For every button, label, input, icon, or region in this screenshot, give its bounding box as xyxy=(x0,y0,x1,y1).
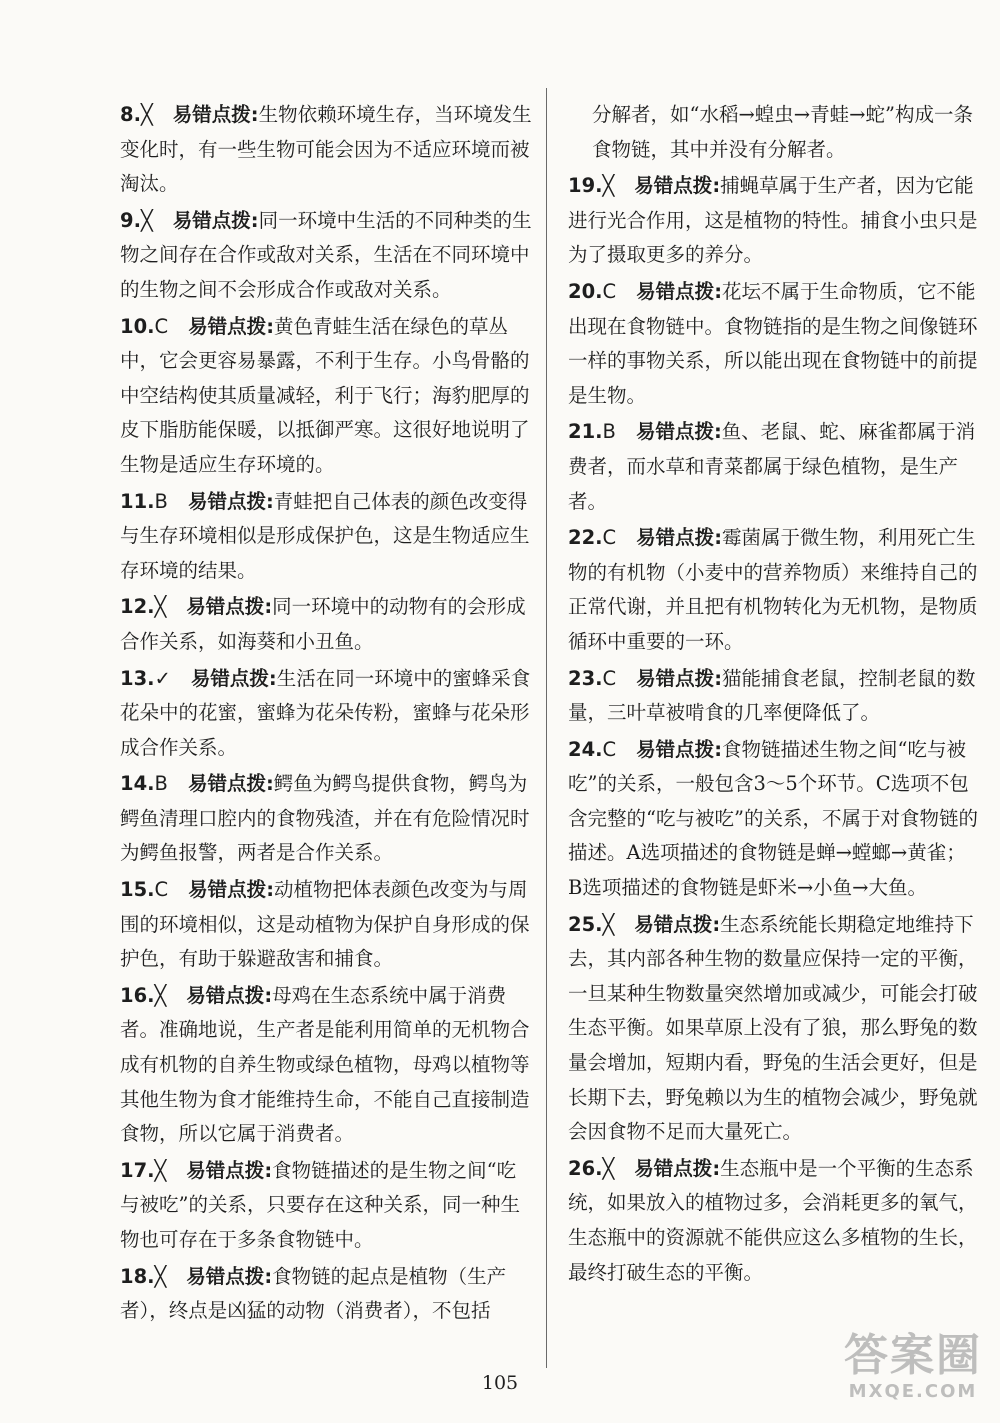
tip-label: 易错点拨 xyxy=(186,983,265,1007)
tip-label: 易错点拨 xyxy=(634,174,713,198)
answer-item xyxy=(568,1152,980,1290)
tip-colon: : xyxy=(264,1158,273,1182)
answer-mark: ╳ xyxy=(602,174,615,198)
answer-item xyxy=(120,873,532,977)
answer-item xyxy=(120,979,532,1152)
answer-item xyxy=(568,275,980,413)
tip-label: 易错点拨 xyxy=(190,666,269,690)
explanation-text: 黄色青蛙生活在绿色的草丛中，它会更容易暴露，不利于生存。小鸟骨骼的中空结构使其质量减轻，利于飞行；海豹肥厚的皮下脂肪能保暖，以抵御严寒。这很好地说明了生物是适应生存环境的。 xyxy=(120,314,530,476)
answer-item xyxy=(120,1260,532,1329)
answer-item xyxy=(120,1154,532,1258)
answer-item xyxy=(568,733,980,906)
tip-colon: : xyxy=(266,314,274,338)
tip-colon: : xyxy=(714,666,722,690)
right-column xyxy=(568,98,980,1292)
column-divider xyxy=(546,88,547,1368)
tip-colon: : xyxy=(712,912,721,936)
explanation-text: 花坛不属于生命物质，它不能出现在食物链中。食物链指的是生物之间像链环一样的事物关系，所以能出现在食物链中的前提是生物。 xyxy=(568,279,978,407)
answer-item xyxy=(568,415,980,519)
question-number: 8. xyxy=(120,103,141,126)
tip-label: 易错点拨 xyxy=(172,103,251,126)
question-number: 20. xyxy=(568,279,603,303)
answer-mark: B xyxy=(154,489,168,513)
explanation-text: 生态瓶中是一个平衡的生态系统，如果放入的植物过多，会消耗更多的氧气，生态瓶中的资源就不能供应这么多植物的生长，最终打破生态的平衡。 xyxy=(568,1156,978,1284)
tip-label: 易错点拨 xyxy=(635,420,714,444)
tip-label: 易错点拨 xyxy=(187,489,266,513)
answer-item xyxy=(120,204,532,308)
answer-mark: B xyxy=(602,420,616,444)
question-number: 11. xyxy=(120,489,155,513)
answer-item xyxy=(568,521,980,659)
question-number: 19. xyxy=(568,174,603,198)
explanation-text: 生活在同一环境中的蜜蜂采食花朵中的花蜜，蜜蜂为花朵传粉，蜜蜂与花朵形成合作关系。 xyxy=(120,666,531,759)
tip-colon: : xyxy=(264,595,273,619)
tip-colon: : xyxy=(712,1156,721,1180)
question-number: 12. xyxy=(120,595,155,619)
tip-label: 易错点拨 xyxy=(636,279,715,303)
answer-mark: ✓ xyxy=(154,666,171,690)
answer-mark: C xyxy=(602,279,617,303)
question-number: 23. xyxy=(568,666,603,690)
explanation-text: 食物链描述的是生物之间“吃与被吃”的关系，只要存在这种关系，同一种生物也可存在于多条食物链中。 xyxy=(120,1158,520,1251)
watermark-url: MXQE.COM xyxy=(848,1381,978,1402)
answer-mark: C xyxy=(602,737,617,761)
tip-colon: : xyxy=(250,208,259,232)
question-number: 9. xyxy=(120,208,141,232)
left-column xyxy=(120,98,532,1331)
tip-label: 易错点拨 xyxy=(634,912,713,936)
question-number: 18. xyxy=(120,1264,155,1288)
watermark-title: 答案圈 xyxy=(844,1330,982,1381)
question-number: 17. xyxy=(120,1158,155,1182)
answer-mark: ╳ xyxy=(140,208,153,232)
answer-item xyxy=(568,662,980,731)
question-number: 14. xyxy=(120,772,155,796)
tip-colon: : xyxy=(712,174,721,198)
tip-colon: : xyxy=(714,526,722,550)
explanation-text: 生态系统能长期稳定地维持下去，其内部各种生物的数量应保持一定的平衡，一旦某种生物数量突然增加或减少，可能会打破生态平衡。如果草原上没有了狼，那么野兔的数量会增加，短期内看，野兔的生活会更好，但是长期下去，野兔赖以为生的植物会减少，野兔就会因食物不足而大量死亡。 xyxy=(568,912,978,1144)
answer-mark: ╳ xyxy=(154,1264,167,1288)
tip-colon: : xyxy=(713,420,722,444)
tip-label: 易错点拨 xyxy=(634,1156,713,1180)
tip-label: 易错点拨 xyxy=(172,208,251,232)
explanation-text: 分解者，如“水稻→蝗虫→青蛙→蛇”构成一条食物链，其中并没有分解者。 xyxy=(592,103,973,161)
tip-label: 易错点拨 xyxy=(186,1264,265,1288)
explanation-text: 青蛙把自己体表的颜色改变得与生存环境相似是形成保护色，这是生物适应生存环境的结果。 xyxy=(120,489,530,582)
explanation-text: 捕蝇草属于生产者，因为它能进行光合作用，这是植物的特性。捕食小虫只是为了摄取更多的养分。 xyxy=(568,174,978,267)
tip-colon: : xyxy=(265,489,274,513)
explanation-text: 猫能捕食老鼠，控制老鼠的数量，三叶草被啃食的几率便降低了。 xyxy=(568,666,976,725)
answer-mark: ╳ xyxy=(602,1156,615,1180)
answer-mark: C xyxy=(602,666,617,690)
answer-item xyxy=(120,310,532,483)
question-number: 22. xyxy=(568,526,603,550)
answer-item xyxy=(120,98,532,202)
tip-label: 易错点拨 xyxy=(187,772,266,796)
tip-colon: : xyxy=(268,666,277,690)
explanation-text: 食物链描述生物之间“吃与被吃”的关系，一般包含3～5个环节。C选项不包含完整的“吃与被吃”的关系，不属于对食物链的描述。A选项描述的食物链是蝉→螳螂→黄雀；B选项描述的食物链是虾米→小鱼→大鱼。 xyxy=(568,737,978,900)
explanation-text: 霉菌属于微生物，利用死亡生物的有机物（小麦中的营养物质）来维持自己的正常代谢，并且把有机物转化为无机物，是物质循环中重要的一环。 xyxy=(568,526,978,653)
tip-label: 易错点拨 xyxy=(186,595,265,619)
explanation-text: 生物依赖环境生存，当环境发生变化时，有一些生物可能会因为不适应环境而被淘汰。 xyxy=(120,103,532,196)
answer-mark: ╳ xyxy=(154,983,167,1007)
tip-colon: : xyxy=(264,1264,273,1288)
answer-item xyxy=(120,590,532,659)
question-number: 26. xyxy=(568,1156,603,1180)
explanation-text: 食物链的起点是植物（生产者），终点是凶猛的动物（消费者），不包括 xyxy=(120,1264,507,1323)
tip-colon: : xyxy=(266,878,274,902)
answer-mark: ╳ xyxy=(602,912,615,936)
tip-colon: : xyxy=(264,983,273,1007)
tip-label: 易错点拨 xyxy=(636,666,715,690)
answer-item xyxy=(568,169,980,273)
question-number: 10. xyxy=(120,314,155,338)
page-number: 105 xyxy=(481,1372,519,1394)
explanation-text: 动植物把体表颜色改变为与周围的环境相似，这是动植物为保护自身形成的保护色，有助于躲避敌害和捕食。 xyxy=(120,878,530,971)
tip-label: 易错点拨 xyxy=(188,314,267,338)
explanation-text: 鱼、老鼠、蛇、麻雀都属于消费者，而水草和青菜都属于绿色植物，是生产者。 xyxy=(568,420,976,513)
answer-mark: ╳ xyxy=(154,595,167,619)
question-number: 13. xyxy=(120,666,155,690)
tip-label: 易错点拨 xyxy=(188,878,267,902)
tip-colon: : xyxy=(714,737,722,761)
tip-colon: : xyxy=(714,279,722,303)
explanation-text: 同一环境中生活的不同种类的生物之间存在合作或敌对关系，生活在不同环境中的生物之间不会形成合作或敌对关系。 xyxy=(120,208,532,301)
answer-item xyxy=(568,98,980,167)
explanation-text: 鳄鱼为鳄鸟提供食物，鳄鸟为鳄鱼清理口腔内的食物残渣，并在有危险情况时为鳄鱼报警，两者是合作关系。 xyxy=(120,772,530,865)
question-number: 15. xyxy=(120,878,155,902)
answer-mark: ╳ xyxy=(140,103,153,126)
answer-mark: ╳ xyxy=(154,1158,167,1182)
tip-label: 易错点拨 xyxy=(186,1158,265,1182)
answer-mark: B xyxy=(154,772,168,796)
tip-label: 易错点拨 xyxy=(636,526,715,550)
watermark-logo xyxy=(838,1331,988,1409)
answer-mark: C xyxy=(154,878,169,902)
tip-label: 易错点拨 xyxy=(636,737,715,761)
answer-item xyxy=(120,767,532,871)
question-number: 25. xyxy=(568,912,603,936)
question-number: 21. xyxy=(568,420,603,444)
answer-mark: C xyxy=(154,314,169,338)
question-number: 24. xyxy=(568,737,603,761)
explanation-text: 母鸡在生态系统中属于消费者。准确地说，生产者是能利用简单的无机物合成有机物的自养生物或绿色植物，母鸡以植物等其他生物为食才能维持生命，不能自己直接制造食物，所以它属于消费者。 xyxy=(120,983,530,1146)
explanation-text: 同一环境中的动物有的会形成合作关系，如海葵和小丑鱼。 xyxy=(120,595,526,653)
answer-item xyxy=(120,485,532,589)
question-number: 16. xyxy=(120,983,155,1007)
answer-item xyxy=(568,908,980,1150)
tip-colon: : xyxy=(250,103,259,126)
tip-colon: : xyxy=(265,772,274,796)
answer-item xyxy=(120,662,532,766)
answer-mark: C xyxy=(602,526,617,550)
